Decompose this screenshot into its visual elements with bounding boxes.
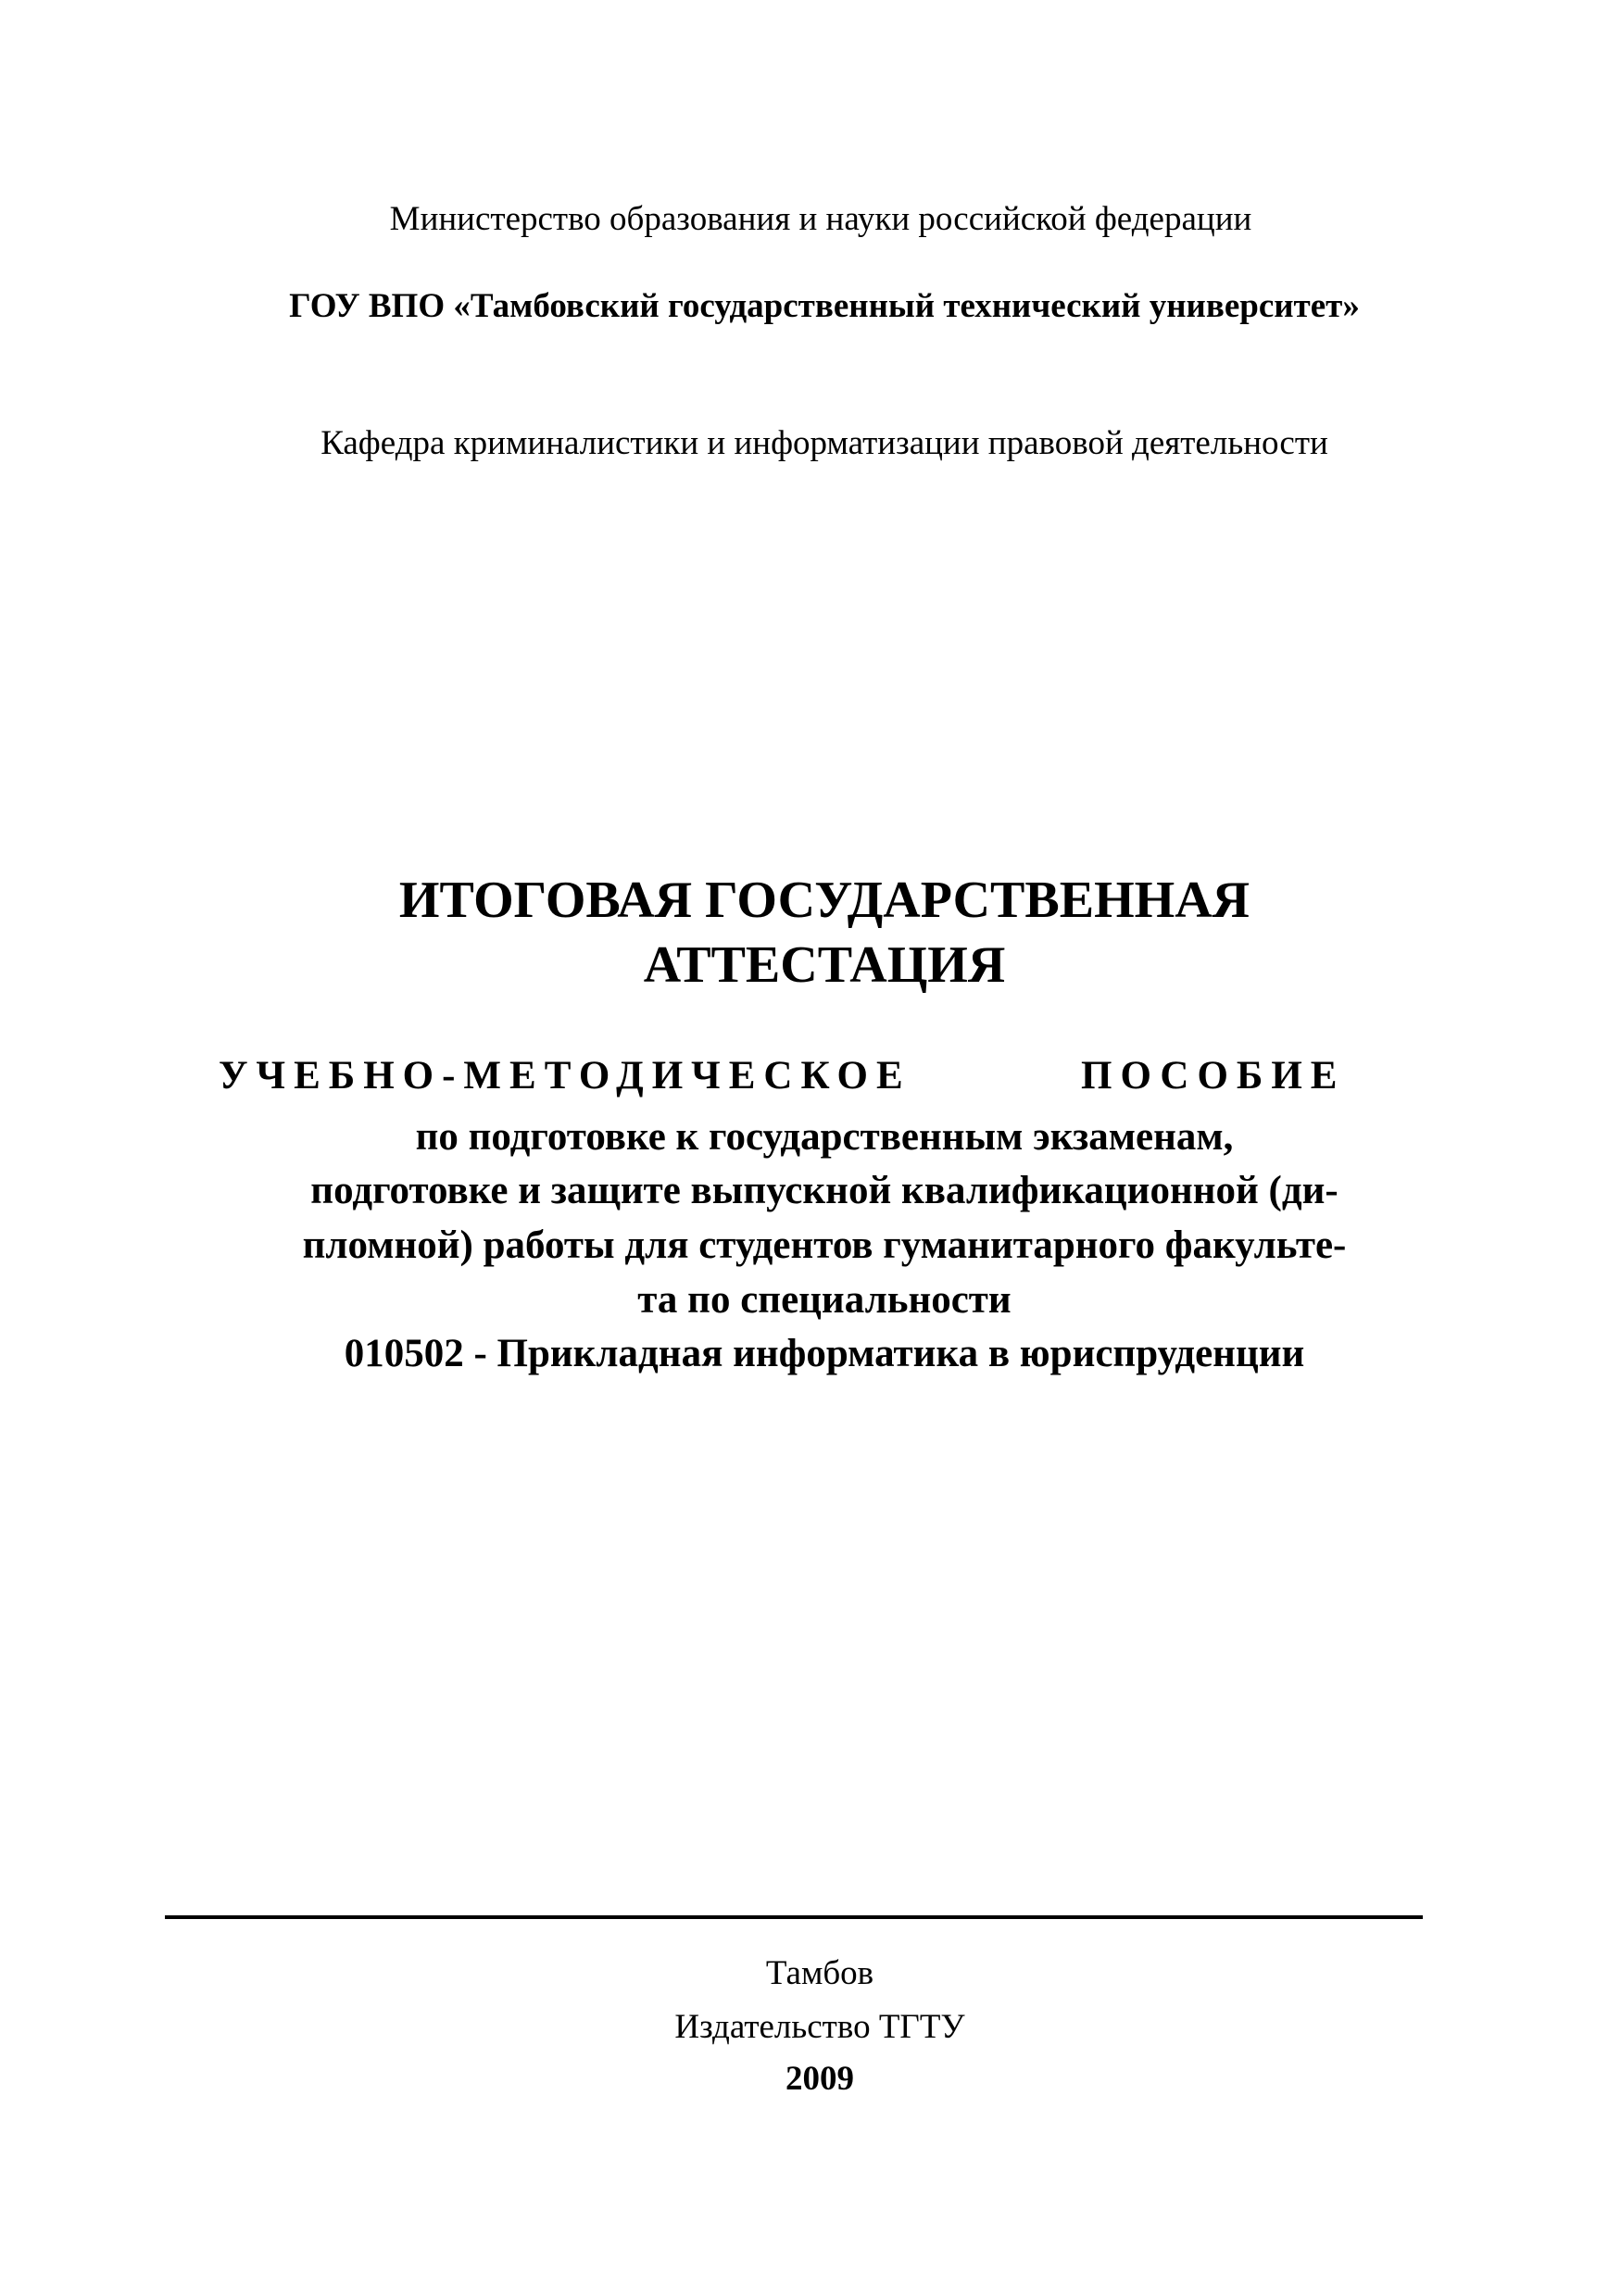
imprint-publisher: Издательство ТГТУ (674, 2008, 965, 2046)
subtitle-line-2: подготовке и защите выпускной квалификационной (ди- (310, 1169, 1338, 1212)
subtitle-line-5: 010502 - Прикладная информатика в юриспруденции (344, 1332, 1305, 1375)
imprint-city: Тамбов (765, 1954, 874, 1992)
imprint-year: 2009 (785, 2060, 854, 2098)
document-kind-word-2: ПОСОБИЕ (1081, 1054, 1346, 1098)
document-title-line-1: ИТОГОВАЯ ГОСУДАРСТВЕННАЯ (398, 872, 1250, 929)
subtitle-line-4: та по специальности (637, 1278, 1012, 1322)
document-kind-word-1: УЧЕБНО-МЕТОДИЧЕСКОЕ (219, 1054, 911, 1098)
horizontal-divider (165, 1915, 1423, 1919)
ministry-name: Министерство образования и науки российской федерации (389, 200, 1252, 238)
subtitle-line-3: пломной) работы для студентов гуманитарного факульте- (302, 1223, 1347, 1267)
university-name: ГОУ ВПО «Тамбовский государственный технический университет» (289, 287, 1360, 325)
document-title-line-2: АТТЕСТАЦИЯ (643, 936, 1006, 994)
department-name: Кафедра криминалистики и информатизации правовой деятельности (320, 424, 1328, 462)
subtitle-line-1: по подготовке к государственным экзаменам, (415, 1115, 1234, 1159)
